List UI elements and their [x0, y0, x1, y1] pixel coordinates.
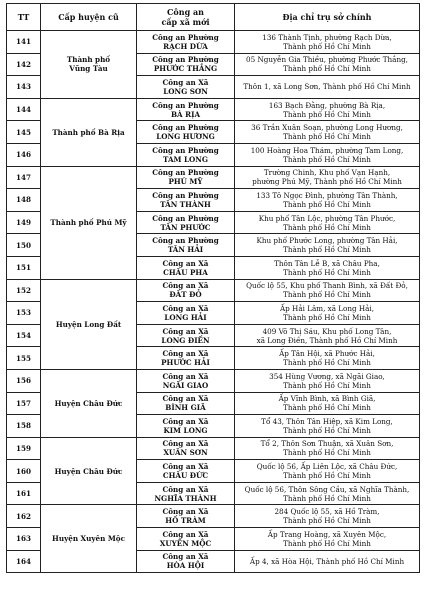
unit-type: Công an Xã [162, 258, 209, 268]
row-number: 145 [7, 121, 41, 144]
unit-name: HÒA HỘI [166, 561, 205, 571]
address-cell [235, 121, 420, 144]
old-district-line1: Thành phố Phú Mỹ [50, 218, 127, 228]
new-police-unit-cell [137, 482, 235, 505]
unit-name: PHƯỚC THẮNG [153, 64, 218, 74]
address-line2: Thành phố Hồ Chí Minh [283, 380, 371, 390]
row-number: 155 [7, 347, 41, 370]
old-district-line1: Huyện Châu Đức [54, 398, 123, 408]
row-number: 159 [7, 437, 41, 460]
unit-name: LONG SƠN [163, 86, 208, 96]
unit-type: Công an Xã [162, 529, 209, 539]
unit-type: Công an Xã [162, 303, 209, 313]
row-number: 147 [7, 166, 41, 189]
address-cell [235, 347, 420, 370]
row-number: 149 [7, 211, 41, 234]
address-line2: Thành phố Hồ Chí Minh [283, 448, 371, 458]
row-number: 148 [7, 189, 41, 212]
address-cell [235, 392, 420, 415]
unit-name: XUÂN SƠN [163, 448, 208, 458]
unit-name: CHÂU ĐỨC [162, 471, 209, 481]
address-cell [235, 98, 420, 121]
row-number: 152 [7, 279, 41, 302]
unit-name: TÂN HẢI [167, 245, 204, 255]
address-cell [235, 211, 420, 234]
address-cell [235, 505, 420, 528]
address-line1: 100 Hoàng Hoa Thám, phường Tam Long, [250, 145, 404, 155]
table-row [7, 437, 420, 460]
unit-name: BÀ RỊA [170, 109, 201, 119]
address-line1: Quốc lộ 55, Khu phố Thanh Bình, xã Đất Đỏ, [246, 281, 408, 291]
new-police-unit-cell [137, 211, 235, 234]
address-cell [235, 550, 420, 573]
address-cell [235, 482, 420, 505]
row-number: 154 [7, 324, 41, 347]
address-line1: Tổ 43, Thôn Tân Hiệp, xã Kim Long, [261, 416, 393, 426]
new-police-unit-cell [137, 437, 235, 460]
address-line2: Thành phố Hồ Chí Minh [283, 41, 371, 51]
unit-type: Công an Phường [152, 123, 219, 133]
address-line2: Thành phố Hồ Chí Minh [283, 493, 371, 503]
old-district-cell [41, 437, 137, 505]
address-cell [235, 234, 420, 257]
unit-type: Công an Phường [152, 145, 219, 155]
new-police-unit-cell [137, 347, 235, 370]
address-line1: 284 Quốc lộ 55, xã Hồ Tràm, [274, 507, 380, 517]
new-police-unit-cell [137, 460, 235, 483]
new-police-unit-cell [137, 324, 235, 347]
address-line1: Ấp 4, xã Hòa Hội, Thành phố Hồ Chí Minh [249, 556, 405, 566]
old-district-cell [41, 369, 137, 437]
row-number: 158 [7, 415, 41, 438]
unit-type: Công an Phường [152, 168, 219, 178]
row-number: 160 [7, 460, 41, 483]
table-body [7, 31, 420, 573]
unit-type: Công an Phường [152, 236, 219, 246]
unit-name: XUYÊN MỘC [159, 538, 212, 548]
address-line1: 354 Hùng Vương, xã Ngãi Giao, [269, 371, 385, 381]
unit-name: LONG ĐIỀN [161, 335, 210, 345]
new-police-unit-cell [137, 53, 235, 76]
address-line1: Trường Chinh, Khu phố Vạn Hạnh, [263, 168, 391, 178]
old-district-line1: Thành phố [66, 55, 111, 65]
address-line1: Tổ 2, Thôn Sơn Thuận, xã Xuân Sơn, [260, 439, 394, 449]
row-number: 151 [7, 256, 41, 279]
address-line1: Thôn 1, xã Long Sơn, Thành phố Hồ Chí Minh [243, 82, 411, 92]
address-cell [235, 460, 420, 483]
table-row [7, 505, 420, 528]
address-line1: Thôn Tân Lễ B, xã Châu Pha, [274, 258, 380, 268]
address-cell [235, 143, 420, 166]
new-police-unit-cell [137, 98, 235, 121]
row-number: 141 [7, 31, 41, 54]
row-number: 157 [7, 392, 41, 415]
address-line1: Ấp Tân Hội, xã Phước Hải, [279, 349, 375, 359]
old-district-line1: Huyện Xuyên Mộc [52, 534, 125, 544]
table-row [7, 369, 420, 392]
address-cell [235, 53, 420, 76]
address-cell [235, 76, 420, 99]
old-district-line2: Vũng Tàu [69, 64, 108, 74]
row-number: 150 [7, 234, 41, 257]
address-cell [235, 528, 420, 551]
new-police-unit-cell [137, 121, 235, 144]
police-units-table [6, 3, 420, 573]
unit-name: RẠCH DỪA [163, 41, 208, 51]
row-number: 164 [7, 550, 41, 573]
address-cell [235, 437, 420, 460]
address-cell [235, 166, 420, 189]
new-police-unit-cell [137, 189, 235, 212]
address-line2: Thành phố Hồ Chí Minh [283, 109, 371, 119]
row-number: 146 [7, 143, 41, 166]
unit-type: Công an Phường [152, 55, 219, 65]
unit-name: PHÚ MỸ [168, 177, 203, 187]
unit-type: Công an Phường [152, 100, 219, 110]
new-police-unit-cell [137, 76, 235, 99]
address-line1: Quốc lộ 56, Ấp Liên Lộc, xã Châu Đức, [256, 462, 398, 472]
unit-type: Công an Xã [162, 77, 209, 87]
unit-name: TÂN PHƯỚC [160, 222, 211, 232]
address-line2: Thành phố Hồ Chí Minh [283, 245, 371, 255]
old-district-cell [41, 505, 137, 573]
address-line1: Khu phố Tân Lộc, phường Tân Phước, [258, 213, 396, 223]
address-line2: Thành phố Hồ Chí Minh [283, 358, 371, 368]
row-number: 144 [7, 98, 41, 121]
unit-type: Công an Xã [162, 462, 209, 472]
address-line2: Thành phố Hồ Chí Minh [283, 403, 371, 413]
row-number: 153 [7, 302, 41, 325]
unit-type: Công an Xã [162, 439, 209, 449]
unit-name: PHƯỚC HẢI [161, 358, 210, 368]
unit-type: Công an Xã [162, 394, 209, 404]
unit-type: Công an Phường [152, 213, 219, 223]
address-line2: Thành phố Hồ Chí Minh [283, 267, 371, 277]
unit-type: Công an Xã [162, 326, 209, 336]
address-line2: Thành phố Hồ Chí Minh [283, 538, 371, 548]
unit-type: Công an Xã [162, 371, 209, 381]
unit-type: Công an Phường [152, 190, 219, 200]
address-line1: 409 Võ Thị Sáu, Khu phố Long Tân, [262, 326, 392, 336]
address-line2: Thành phố Hồ Chí Minh [283, 64, 371, 74]
unit-name: TAM LONG [162, 154, 208, 164]
row-number: 161 [7, 482, 41, 505]
new-police-unit-cell [137, 302, 235, 325]
table-row [7, 98, 420, 121]
address-line2: Thành phố Hồ Chí Minh [283, 154, 371, 164]
unit-name: NGÃI GIAO [162, 380, 209, 390]
new-police-unit-cell [137, 528, 235, 551]
address-cell [235, 279, 420, 302]
address-cell [235, 369, 420, 392]
old-district-cell [41, 31, 137, 99]
address-line2: Thành phố Hồ Chí Minh [283, 425, 371, 435]
unit-name: BÌNH GIÃ [165, 403, 206, 413]
header-tt: TT [7, 4, 41, 31]
unit-name: NGHĨA THÀNH [154, 493, 217, 503]
address-line2: Thành phố Hồ Chí Minh [283, 516, 371, 526]
address-line1: Ấp Hải Lâm, xã Long Hải, [279, 303, 375, 313]
unit-name: HỒ TRÀM [165, 516, 206, 526]
header-new-level-line2: cấp xã mới [161, 17, 210, 27]
old-district-line1: Huyện Châu Đức [54, 466, 123, 476]
unit-name: LONG HẢI [164, 312, 207, 322]
address-line2: Thành phố Hồ Chí Minh [283, 199, 371, 209]
unit-name: ĐẤT ĐỎ [169, 290, 202, 300]
header-new-level [137, 4, 235, 31]
new-police-unit-cell [137, 166, 235, 189]
address-cell [235, 324, 420, 347]
unit-type: Công an Xã [162, 416, 209, 426]
row-number: 142 [7, 53, 41, 76]
address-line2: phường Phú Mỹ, Thành phố Hồ Chí Minh [252, 177, 402, 187]
unit-name: TÂN THÀNH [160, 199, 211, 209]
old-district-cell [41, 98, 137, 166]
address-line1: Quốc lộ 56, Thôn Sông Cầu, xã Nghĩa Thành, [244, 484, 410, 494]
new-police-unit-cell [137, 392, 235, 415]
header-row [7, 4, 420, 31]
new-police-unit-cell [137, 143, 235, 166]
new-police-unit-cell [137, 415, 235, 438]
new-police-unit-cell [137, 279, 235, 302]
unit-name: KIM LONG [163, 425, 208, 435]
new-police-unit-cell [137, 550, 235, 573]
address-line1: 133 Tô Ngọc Đình, phường Tân Thành, [256, 190, 398, 200]
new-police-unit-cell [137, 505, 235, 528]
address-cell [235, 31, 420, 54]
new-police-unit-cell [137, 31, 235, 54]
address-line1: 163 Bạch Đằng, phường Bà Rịa, [268, 100, 386, 110]
address-line2: Thành phố Hồ Chí Minh [283, 312, 371, 322]
row-number: 162 [7, 505, 41, 528]
unit-name: LONG HƯƠNG [156, 132, 215, 142]
header-new-level-line1: Công an [167, 7, 204, 17]
address-line1: Ấp Trang Hoàng, xã Xuyên Mộc, [267, 529, 387, 539]
address-cell [235, 256, 420, 279]
unit-type: Công an Xã [162, 281, 209, 291]
address-line1: 36 Trần Xuân Soạn, phường Long Hương, [251, 123, 403, 133]
unit-type: Công an Phường [152, 32, 219, 42]
address-line1: Khu phố Phước Long, phường Tân Hải, [256, 236, 398, 246]
row-number: 163 [7, 528, 41, 551]
old-district-cell [41, 279, 137, 369]
old-district-cell [41, 166, 137, 279]
address-line2: xã Long Điền, Thành phố Hồ Chí Minh [256, 335, 398, 345]
unit-type: Công an Xã [162, 552, 209, 562]
address-cell [235, 189, 420, 212]
old-district-line1: Thành phố Bà Rịa [52, 127, 125, 137]
address-cell [235, 302, 420, 325]
unit-type: Công an Xã [162, 484, 209, 494]
row-number: 156 [7, 369, 41, 392]
address-line1: Ấp Vĩnh Bình, xã Bình Giã, [278, 394, 376, 404]
header-old-level: Cấp huyện cũ [41, 4, 137, 31]
table-row [7, 31, 420, 54]
address-line1: 05 Nguyễn Gia Thiều, phường Phước Thắng, [246, 55, 408, 65]
unit-name: CHÂU PHA [163, 267, 208, 277]
row-number: 143 [7, 76, 41, 99]
address-line2: Thành phố Hồ Chí Minh [283, 222, 371, 232]
address-cell [235, 415, 420, 438]
header-address: Địa chỉ trụ sở chính [235, 4, 420, 31]
address-line2: Thành phố Hồ Chí Minh [283, 132, 371, 142]
new-police-unit-cell [137, 369, 235, 392]
address-line1: 136 Thành Tịnh, phường Rạch Dừa, [262, 32, 392, 42]
new-police-unit-cell [137, 234, 235, 257]
unit-type: Công an Xã [162, 507, 209, 517]
table-row [7, 279, 420, 302]
old-district-line1: Huyện Long Đất [55, 319, 122, 329]
table-row [7, 166, 420, 189]
new-police-unit-cell [137, 256, 235, 279]
address-line2: Thành phố Hồ Chí Minh [283, 290, 371, 300]
unit-type: Công an Xã [162, 349, 209, 359]
address-line2: Thành phố Hồ Chí Minh [283, 471, 371, 481]
